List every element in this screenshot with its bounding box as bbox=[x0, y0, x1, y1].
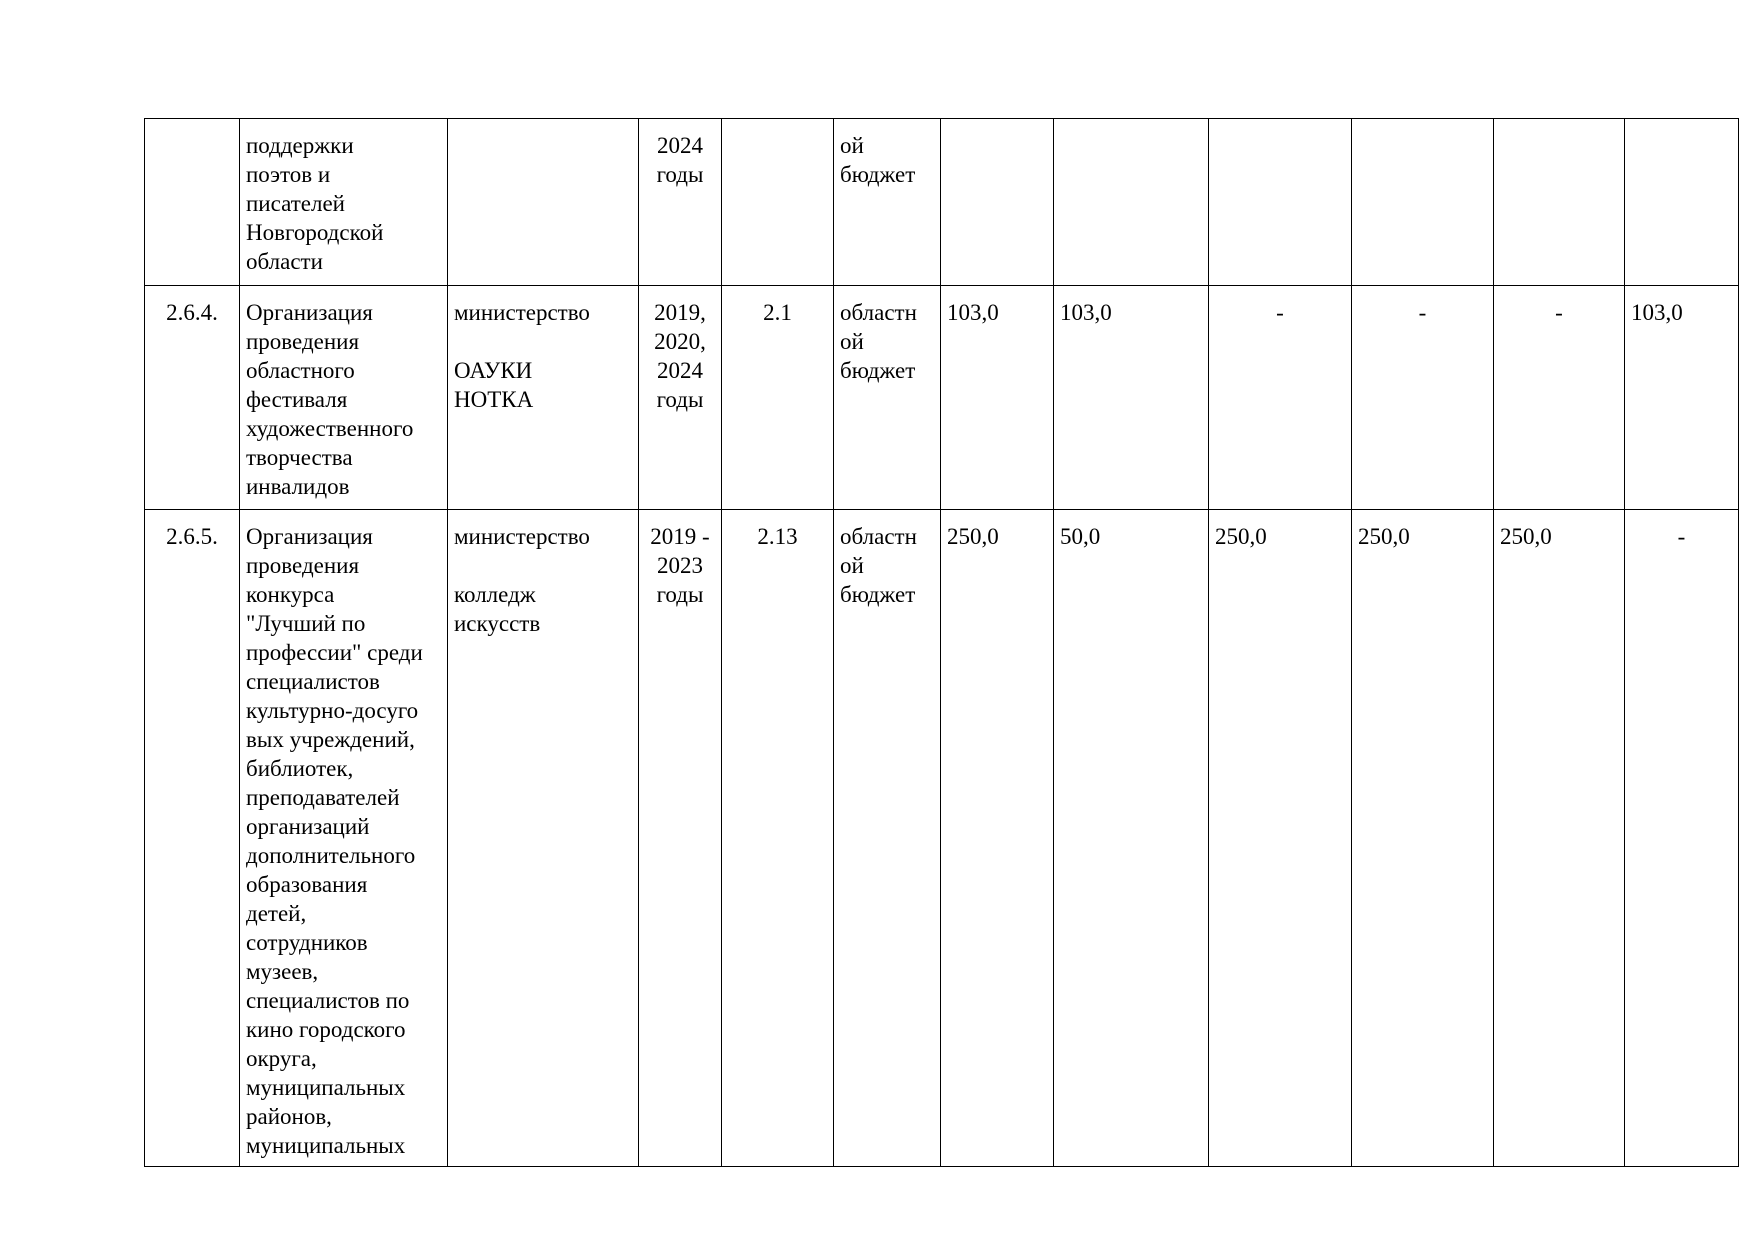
amount-cell bbox=[1352, 510, 1494, 1167]
cell-text: 50,0 bbox=[1060, 524, 1101, 549]
cell-line: поддержки bbox=[246, 133, 354, 158]
executor-cell bbox=[448, 286, 639, 510]
cell-line: музеев, bbox=[246, 959, 319, 984]
table-row bbox=[145, 510, 1739, 1167]
amount-cell bbox=[1209, 119, 1352, 286]
cell-line: бюджет bbox=[840, 358, 916, 383]
cell-line: НОТКА bbox=[454, 387, 534, 412]
cell-line: организаций bbox=[246, 814, 370, 839]
cell-line: годы bbox=[656, 582, 704, 607]
funding-source-cell bbox=[834, 119, 941, 286]
cell-line: 2024 bbox=[657, 133, 703, 158]
indicator-cell bbox=[722, 510, 834, 1167]
cell-line: преподавателей bbox=[246, 785, 400, 810]
cell-line: районов, bbox=[246, 1104, 332, 1129]
executor-cell bbox=[448, 510, 639, 1167]
cell-line: библиотек, bbox=[246, 756, 354, 781]
cell-line: специалистов по bbox=[246, 988, 410, 1013]
cell-line: вых учреждений, bbox=[246, 727, 415, 752]
cell-line: бюджет bbox=[840, 582, 916, 607]
cell-line: министерство bbox=[454, 300, 590, 325]
cell-line: профессии" среди bbox=[246, 640, 423, 665]
amount-cell bbox=[941, 510, 1054, 1167]
document-page bbox=[144, 118, 1739, 1167]
cell-text: 103,0 bbox=[1631, 300, 1683, 325]
cell-line: инвалидов bbox=[246, 474, 350, 499]
cell-line: ой bbox=[840, 329, 864, 354]
cell-line: творчества bbox=[246, 445, 353, 470]
table-row bbox=[145, 286, 1739, 510]
cell-text: 250,0 bbox=[947, 524, 999, 549]
amount-cell bbox=[1625, 510, 1739, 1167]
cell-line: образования bbox=[246, 872, 368, 897]
cell-line: годы bbox=[656, 162, 704, 187]
amount-cell bbox=[1209, 286, 1352, 510]
program-table bbox=[144, 118, 1739, 1167]
item-number-cell bbox=[145, 119, 240, 286]
cell-text: - bbox=[1555, 300, 1563, 325]
cell-line: муниципальных bbox=[246, 1133, 406, 1158]
cell-text: - bbox=[1418, 300, 1427, 325]
funding-source-cell bbox=[834, 510, 941, 1167]
cell-text: - bbox=[1677, 524, 1686, 549]
cell-line: конкурса bbox=[246, 582, 335, 607]
cell-line: 2020, bbox=[654, 329, 706, 354]
cell-line: области bbox=[246, 249, 323, 274]
amount-cell bbox=[1209, 510, 1352, 1167]
cell-line: "Лучший по bbox=[246, 611, 366, 636]
cell-line: 2019, bbox=[654, 300, 706, 325]
amount-cell bbox=[1054, 119, 1209, 286]
cell-line: специалистов bbox=[246, 669, 380, 694]
cell-line: 2024 bbox=[657, 358, 703, 383]
item-name-cell bbox=[240, 119, 448, 286]
period-cell bbox=[639, 119, 722, 286]
amount-cell bbox=[941, 119, 1054, 286]
cell-line: бюджет bbox=[840, 162, 916, 187]
indicator-cell bbox=[722, 119, 834, 286]
item-number-cell bbox=[145, 510, 240, 1167]
item-name-cell bbox=[240, 510, 448, 1167]
cell-line: детей, bbox=[246, 901, 307, 926]
cell-text: 2.1 bbox=[763, 300, 792, 325]
cell-line: проведения bbox=[246, 329, 360, 354]
cell-line: Новгородской bbox=[246, 220, 384, 245]
amount-cell bbox=[1625, 119, 1739, 286]
cell-line: поэтов и bbox=[246, 162, 331, 187]
amount-cell bbox=[1494, 286, 1625, 510]
amount-cell bbox=[1054, 510, 1209, 1167]
amount-cell bbox=[941, 286, 1054, 510]
item-name-cell bbox=[240, 286, 448, 510]
amount-cell bbox=[1494, 510, 1625, 1167]
table-row bbox=[145, 119, 1739, 286]
cell-line: кино городского bbox=[246, 1017, 406, 1042]
cell-line: областн bbox=[840, 524, 917, 549]
table-body bbox=[145, 119, 1739, 1167]
item-number-cell bbox=[145, 286, 240, 510]
cell-text: 250,0 bbox=[1215, 524, 1267, 549]
cell-text: 2.6.5. bbox=[166, 524, 218, 549]
cell-text: - bbox=[1276, 300, 1284, 325]
cell-line: муниципальных bbox=[246, 1075, 406, 1100]
cell-line: 2019 - bbox=[650, 524, 710, 549]
cell-line: ой bbox=[840, 133, 864, 158]
cell-line: писателей bbox=[246, 191, 345, 216]
cell-line: 2023 bbox=[657, 553, 703, 578]
amount-cell bbox=[1352, 119, 1494, 286]
funding-source-cell bbox=[834, 286, 941, 510]
cell-line: областного bbox=[246, 358, 355, 383]
cell-line: фестиваля bbox=[246, 387, 348, 412]
cell-text: 103,0 bbox=[1060, 300, 1112, 325]
cell-line: ой bbox=[840, 553, 864, 578]
cell-line: колледж bbox=[454, 582, 536, 607]
cell-line: областн bbox=[840, 300, 917, 325]
period-cell bbox=[639, 286, 722, 510]
cell-line: культурно-досуго bbox=[246, 698, 419, 723]
cell-line: художественного bbox=[246, 416, 414, 441]
cell-line: министерство bbox=[454, 524, 590, 549]
cell-text: 2.13 bbox=[757, 524, 798, 549]
cell-line: искусств bbox=[454, 611, 541, 636]
period-cell bbox=[639, 510, 722, 1167]
indicator-cell bbox=[722, 286, 834, 510]
cell-line: округа, bbox=[246, 1046, 317, 1071]
executor-cell bbox=[448, 119, 639, 286]
cell-line: сотрудников bbox=[246, 930, 368, 955]
amount-cell bbox=[1054, 286, 1209, 510]
amount-cell bbox=[1625, 286, 1739, 510]
cell-line: Организация bbox=[246, 524, 373, 549]
amount-cell bbox=[1352, 286, 1494, 510]
cell-text: 103,0 bbox=[947, 300, 999, 325]
cell-line: годы bbox=[656, 387, 704, 412]
cell-text: 250,0 bbox=[1358, 524, 1410, 549]
cell-line: проведения bbox=[246, 553, 360, 578]
cell-line: Организация bbox=[246, 300, 373, 325]
cell-line: ОАУКИ bbox=[454, 358, 533, 383]
cell-text: 250,0 bbox=[1500, 524, 1552, 549]
cell-text: 2.6.4. bbox=[166, 300, 218, 325]
amount-cell bbox=[1494, 119, 1625, 286]
cell-line: дополнительного bbox=[246, 843, 416, 868]
